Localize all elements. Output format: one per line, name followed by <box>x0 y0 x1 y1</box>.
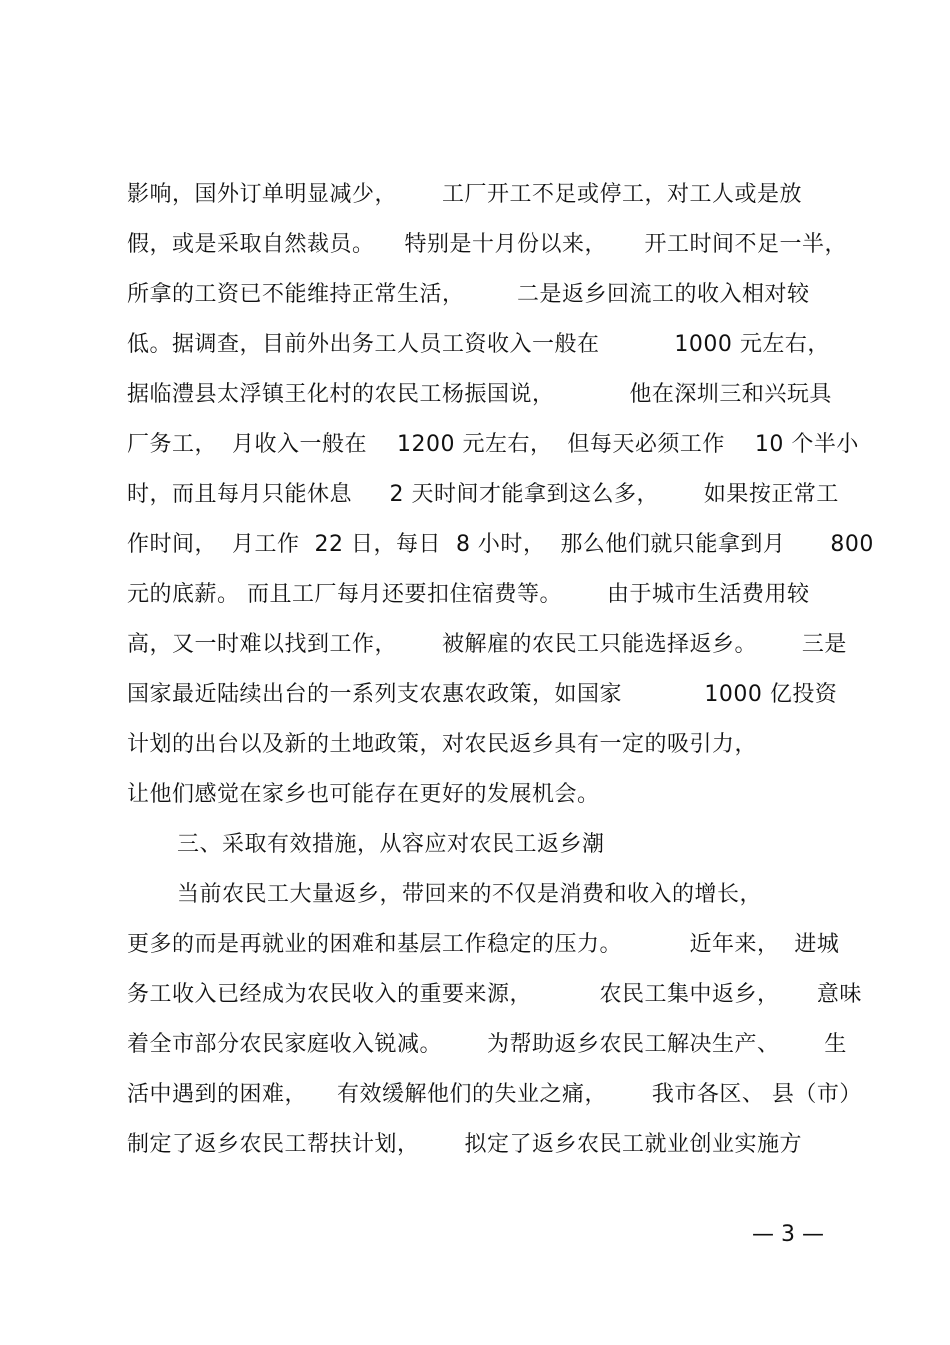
text-line: 厂务工， 月收入一般在 1200 元左右， 但每天必须工作 10 个半小 <box>127 432 859 457</box>
text-line: 低。据调查，目前外出务工人员工资收入一般在 1000 元左右， <box>127 332 830 357</box>
text-line: 务工收入已经成为农民收入的重要来源， 农民工集中返乡， 意味 <box>127 982 862 1007</box>
text-line: 活中遇到的困难， 有效缓解他们的失业之痛， 我市各区、 县（市） <box>127 1082 862 1107</box>
text-line: 元的底薪。 而且工厂每月还要扣住宿费等。 由于城市生活费用较 <box>127 582 810 607</box>
text-line: 假，或是采取自然裁员。 特别是十月份以来， 开工时间不足一半， <box>127 232 847 257</box>
text-line: 着全市部分农民家庭收入锐减。 为帮助返乡农民工解决生产、 生 <box>127 1032 847 1057</box>
text-line: 制定了返乡农民工帮扶计划， 拟定了返乡农民工就业创业实施方 <box>127 1132 802 1157</box>
page-number: — 3 — <box>752 1222 824 1247</box>
text-line: 作时间， 月工作 22 日，每日 8 小时， 那么他们就只能拿到月 800 <box>127 532 874 557</box>
text-line: 据临澧县太浮镇王化村的农民工杨振国说， 他在深圳三和兴玩具 <box>127 382 832 407</box>
text-line: 所拿的工资已不能维持正常生活， 二是返乡回流工的收入相对较 <box>127 282 810 307</box>
text-line: 当前农民工大量返乡，带回来的不仅是消费和收入的增长， <box>177 882 763 907</box>
section-heading: 三、采取有效措施，从容应对农民工返乡潮 <box>177 832 605 857</box>
text-line: 计划的出台以及新的土地政策，对农民返乡具有一定的吸引力， <box>127 732 758 757</box>
text-line: 让他们感觉在家乡也可能存在更好的发展机会。 <box>127 782 600 807</box>
text-line: 更多的而是再就业的困难和基层工作稳定的压力。 近年来， 进城 <box>127 932 840 957</box>
text-line: 国家最近陆续出台的一系列支农惠农政策，如国家 1000 亿投资 <box>127 682 838 707</box>
text-line: 影响，国外订单明显减少， 工厂开工不足或停工，对工人或是放 <box>127 182 802 207</box>
text-line: 时，而且每月只能休息 2 天时间才能拿到这么多， 如果按正常工 <box>127 482 839 507</box>
text-line: 高，又一时难以找到工作， 被解雇的农民工只能选择返乡。 三是 <box>127 632 847 657</box>
